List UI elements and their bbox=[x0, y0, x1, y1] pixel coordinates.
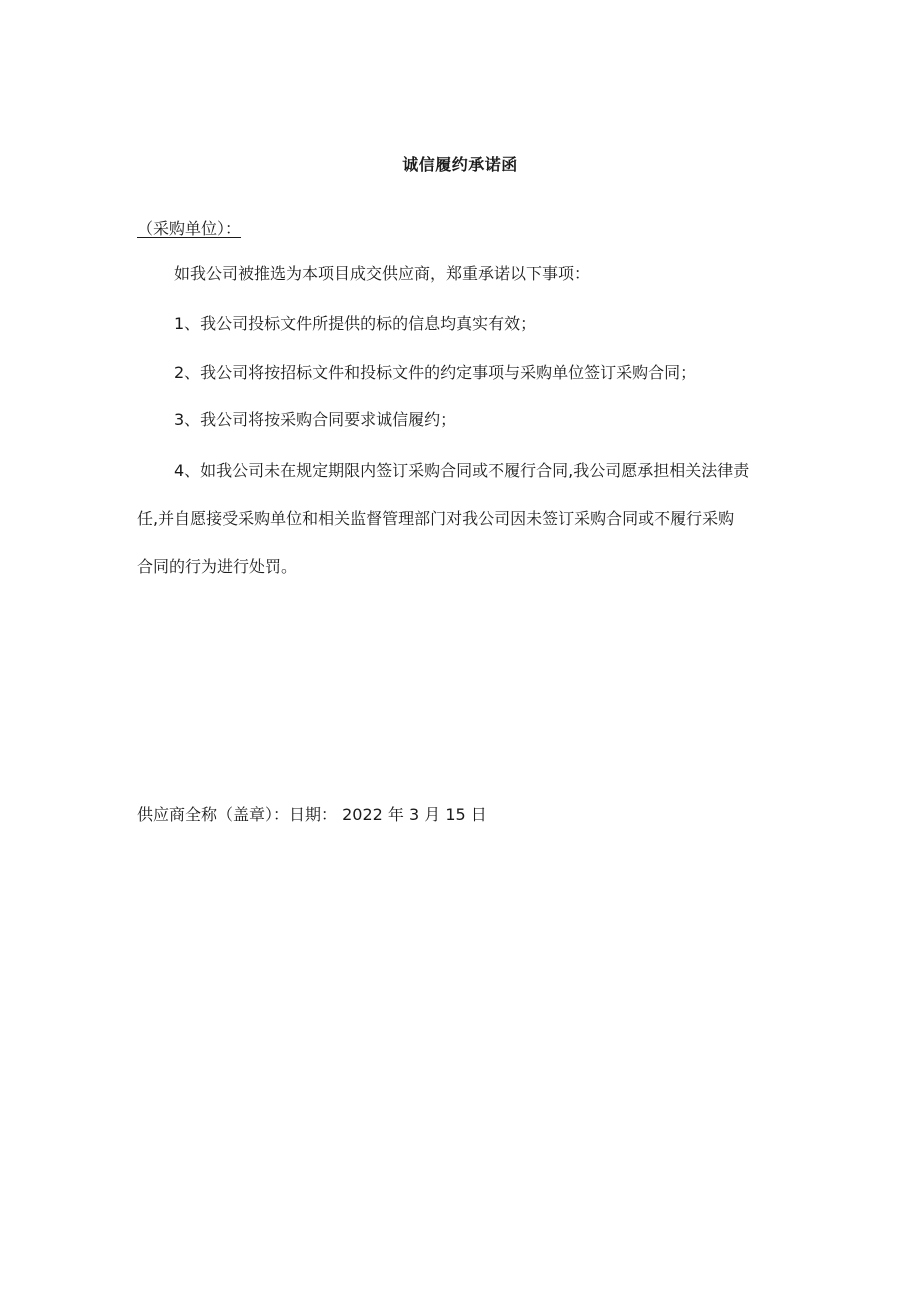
recipient-line: （采购单位）： bbox=[137, 219, 242, 238]
commitment-item-3: 3、我公司将按采购合同要求诚信履约； bbox=[174, 410, 457, 429]
signature-line: 供应商全称（盖章）：日期： 2022 年 3 月 15 日 bbox=[137, 805, 487, 824]
commitment-item-4 bbox=[137, 458, 785, 602]
commitment-item-4-line-1: 4、如我公司未在规定期限内签订采购合同或不履行合同,我公司愿承担相关法律责 bbox=[174, 461, 750, 480]
commitment-item-4-line-2: 任,并自愿接受采购单位和相关监督管理部门对我公司因未签订采购合同或不履行采购 bbox=[137, 509, 735, 528]
commitment-item-1: 1、我公司投标文件所提供的标的信息均真实有效； bbox=[174, 314, 537, 333]
document-title: 诚信履约承诺函 bbox=[402, 155, 518, 174]
intro-paragraph: 如我公司被推选为本项目成交供应商，郑重承诺以下事项： bbox=[174, 264, 591, 283]
commitment-item-4-line-3: 合同的行为进行处罚。 bbox=[137, 557, 298, 576]
commitment-item-2: 2、我公司将按招标文件和投标文件的约定事项与采购单位签订采购合同； bbox=[174, 363, 697, 382]
